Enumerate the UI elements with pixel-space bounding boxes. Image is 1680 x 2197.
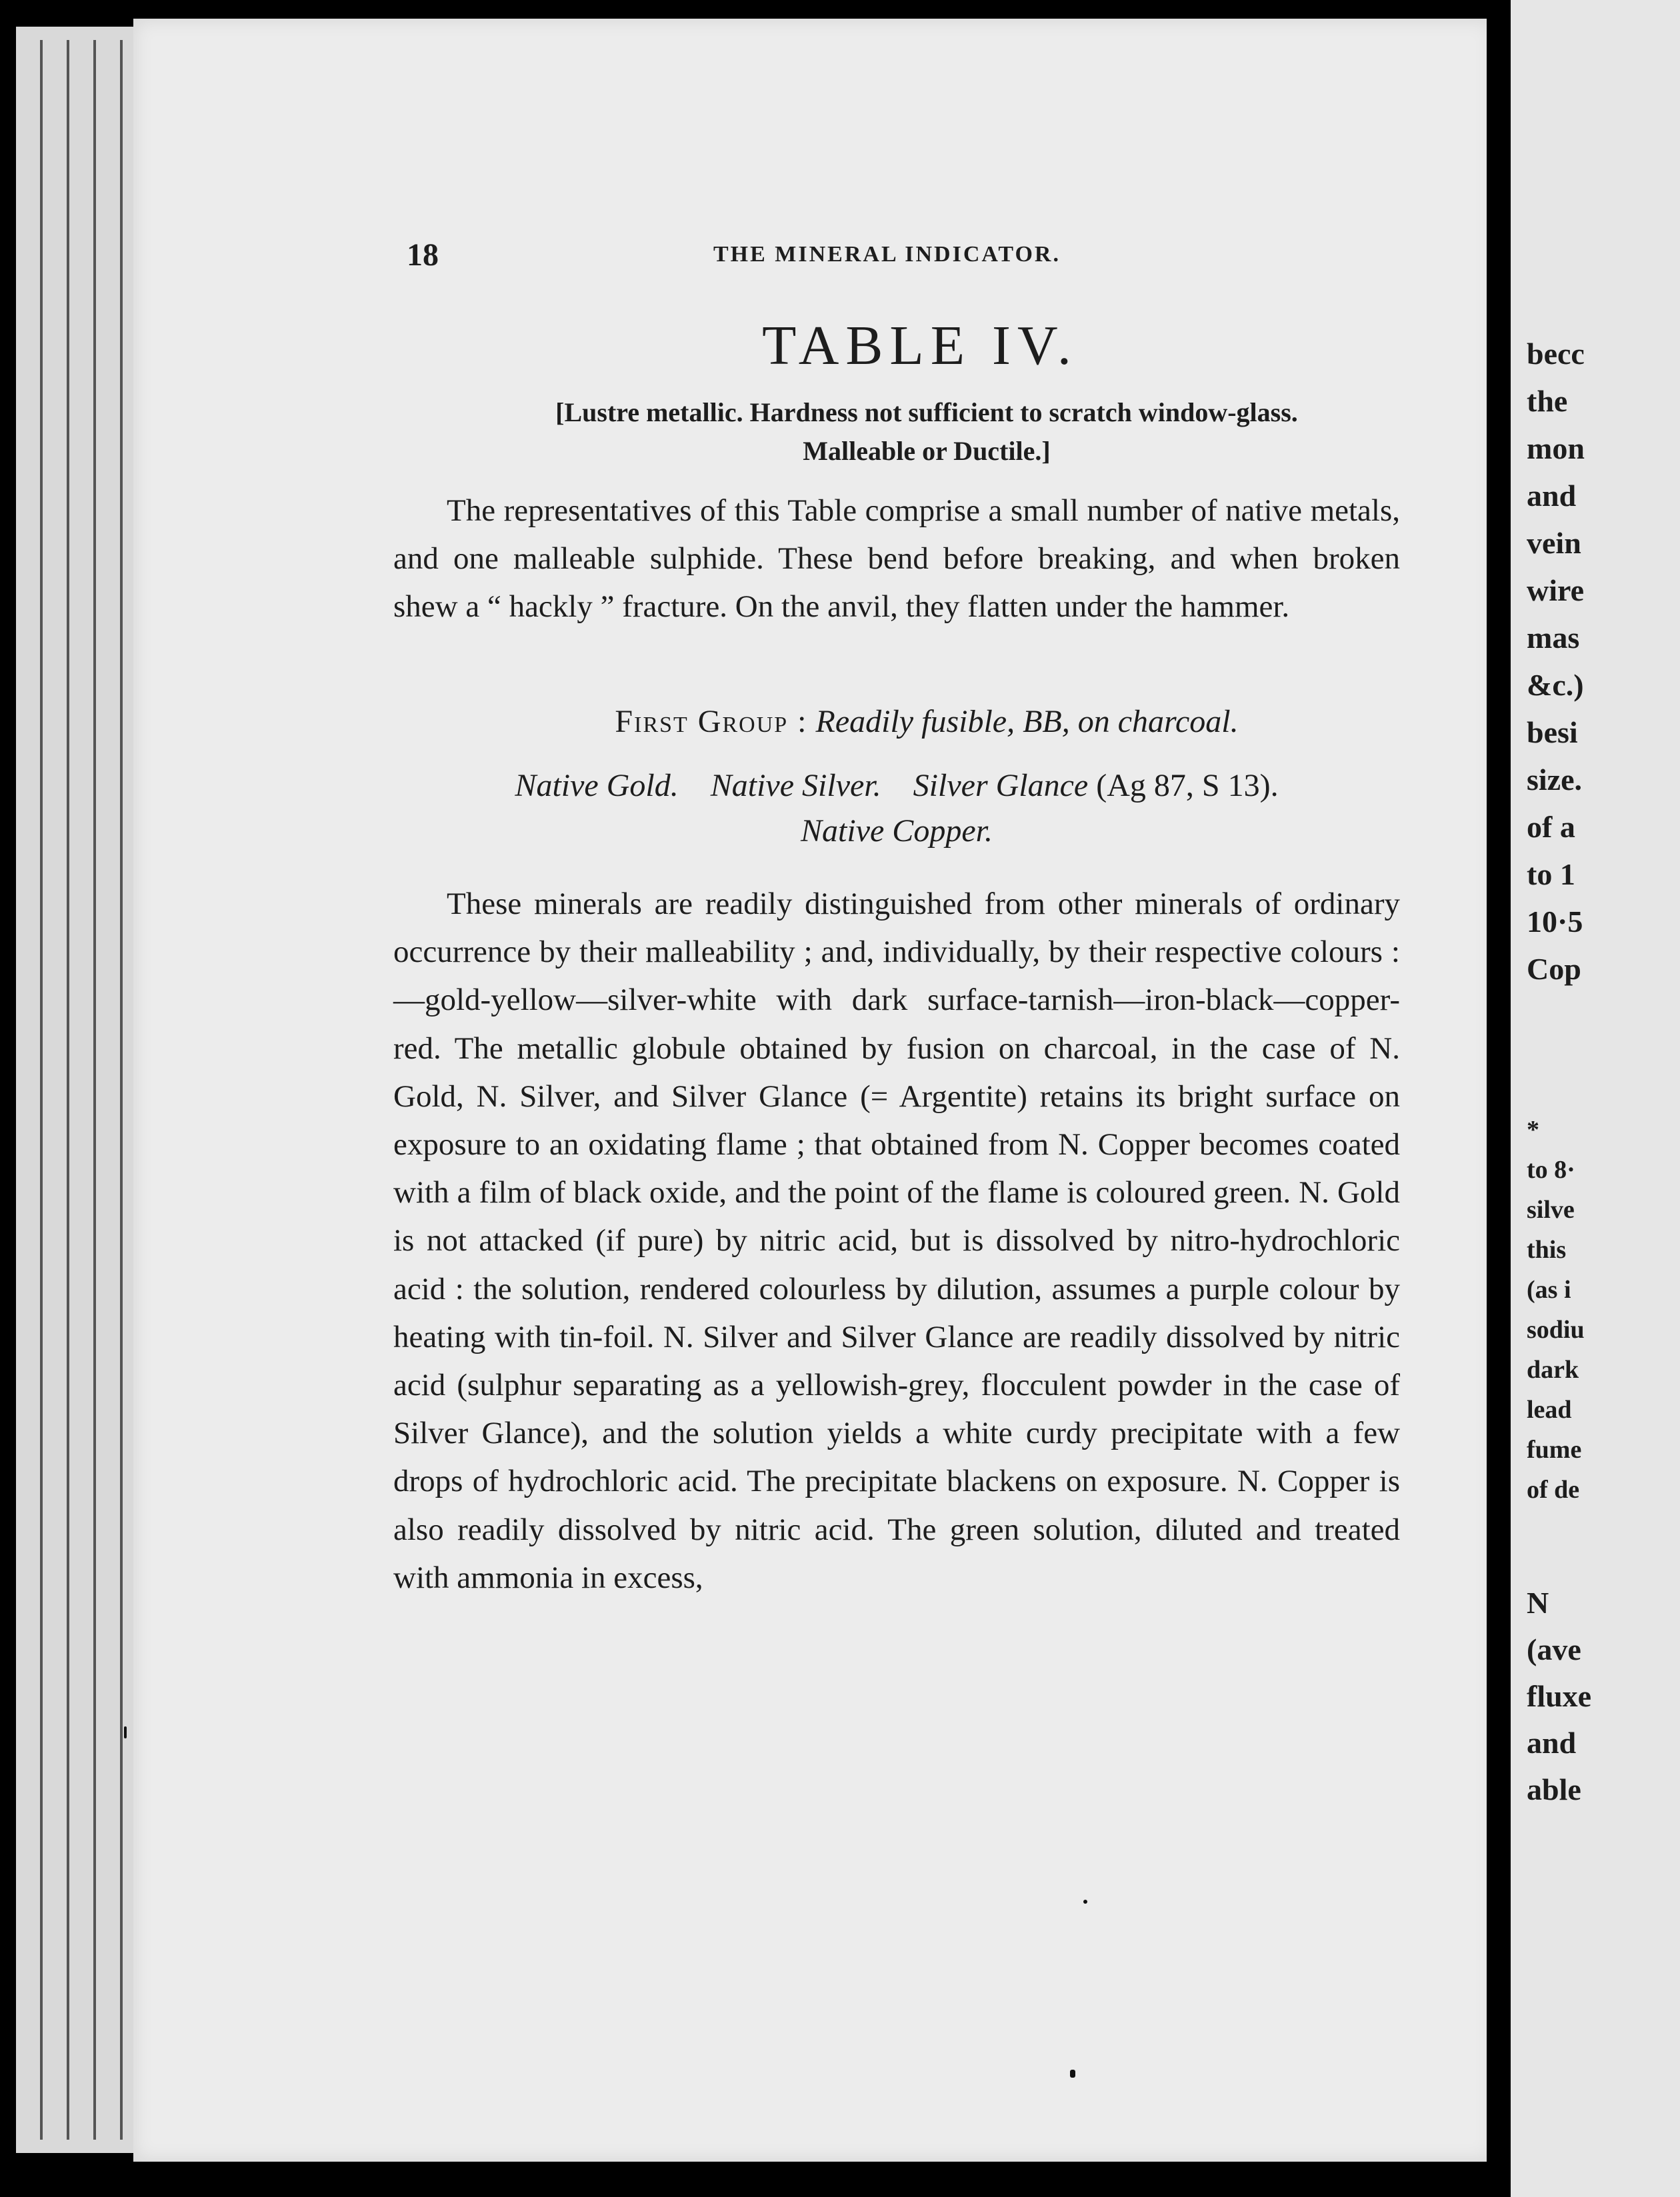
silver-glance-formula: (Ag 87, S 13). <box>1096 768 1279 803</box>
print-speck <box>1083 1900 1087 1904</box>
mineral-native-silver: Native Silver. <box>710 768 881 803</box>
page-header <box>407 237 1540 277</box>
page-edge-line <box>93 40 96 2140</box>
group-description: Readily fusible, BB, on charcoal. <box>815 704 1239 739</box>
running-title: THE MINERAL INDICATOR. <box>713 242 1061 267</box>
main-paragraph: These minerals are readily distinguished from other minerals of ordinary occurrence by their malleability ; and, individually, by their respective colours :—gold-yellow—silver-white with dark surface-tarnish—iron-black—copper-red. The metallic globule obtained by fusion on charcoal, in the case of N. Gold, N. Silver, and Silver Glance (= Argentite) retains its bright surface on exposure to an oxidating flame ; that obtained from N. Copper becomes coated with a film of black oxide, and the point of the flame is coloured green. N. Gold is not attacked (if pure) by nitric acid, but is dissolved by nitro-hydrochloric acid : the solution, rendered colourless by dilution, assumes a purple colour by heating with tin-foil. N. Silver and Silver Glance are readily dissolved by nitric acid (sulphur separating as a yellowish-grey, flocculent powder in the case of Silver Glance), and the solution yields a white curdy precipitate with a few drops of hydrochloric acid. The precipitate blackens on exposure. N. Copper is also readily dissolved by nitric acid. The green solution, diluted and treated with ammonia in excess, <box>393 887 1400 1595</box>
mineral-list <box>393 763 1400 854</box>
page-edge-line <box>40 40 43 2140</box>
facing-page-upper-text: becc the mon and vein wire mas &c.) besi size. of a to 1 10·5 Cop <box>1527 337 1585 986</box>
facing-page-footnote-text: * to 8· silve this (as i sodiu dark lead fume of de <box>1527 1116 1585 1504</box>
subtitle-line-1: [Lustre metallic. Hardness not sufficient to scratch window-glass. <box>555 397 1298 427</box>
page-edge-line <box>67 40 69 2140</box>
table-subtitle <box>393 393 1460 471</box>
page-stack-edges <box>16 27 149 2153</box>
group-heading <box>393 703 1460 740</box>
intro-paragraph: The representatives of this Table comprise a small number of native metals, and one malleable sulphide. These bend before breaking, and when broken shew a “ hackly ” fracture. On the anvil, they flatten under the hammer. <box>393 493 1400 624</box>
mineral-native-gold: Native Gold. <box>515 768 679 803</box>
mineral-native-copper: Native Copper. <box>801 813 993 849</box>
print-speck <box>1070 2070 1075 2078</box>
page-number: 18 <box>407 237 439 273</box>
page-edge-line <box>120 40 123 2140</box>
print-speck <box>124 1726 127 1738</box>
table-title: TABLE IV. <box>762 315 1078 377</box>
mineral-silver-glance: Silver Glance <box>913 768 1089 803</box>
group-label: First Group : <box>615 704 808 739</box>
book-gutter <box>1487 0 1511 2197</box>
facing-page-lower-text: N (ave fluxe and able <box>1527 1586 1592 1806</box>
subtitle-line-2: Malleable or Ductile.] <box>803 436 1051 466</box>
